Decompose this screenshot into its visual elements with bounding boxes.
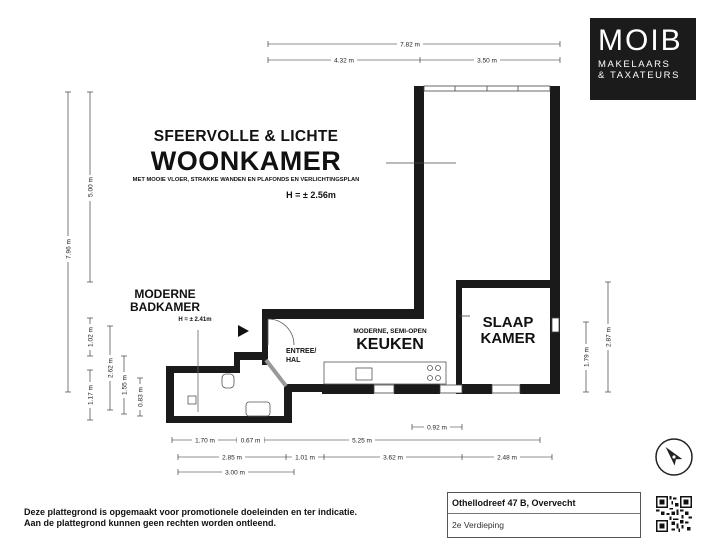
- dim-row2-362: 3.62 m: [383, 454, 403, 462]
- dim-left-500: 5.00 m: [87, 177, 95, 197]
- logo-line1: MAKELAARS: [598, 59, 671, 70]
- dim-top-right: 3.50 m: [477, 57, 497, 65]
- qr-code-icon: [656, 496, 692, 532]
- shower-drain-icon: [188, 396, 196, 404]
- dimension-labels: [63, 39, 613, 477]
- entrance-arrow-icon: [238, 325, 249, 337]
- window-kitchen-1: [374, 385, 394, 393]
- wall-living-west: [414, 86, 424, 317]
- hall-diagonal-wall: [266, 360, 286, 386]
- dim-top-left: 4.32 m: [334, 57, 354, 65]
- living-line1: SFEERVOLLE & LICHTE: [153, 128, 339, 145]
- compass-icon: [653, 436, 695, 478]
- living-line3: MET MOOIE VLOER, STRAKKE WANDEN EN PLAFONDS EN VERLICHTINGSPLAN: [132, 177, 360, 183]
- dim-row2-248: 2.48 m: [497, 454, 517, 462]
- kitchen-line2: KEUKEN: [356, 336, 424, 353]
- toilet-icon: [222, 374, 234, 388]
- disclaimer-line2: Aan de plattegrond kunnen geen rechten worden ontleend.: [24, 518, 277, 528]
- wall-bath-west: [166, 366, 174, 422]
- dim-top-total: 7.82 m: [400, 41, 420, 49]
- window-bedroom: [492, 385, 520, 393]
- bath-height: H = ± 2.41m: [178, 317, 212, 323]
- kitchen-title: [340, 327, 440, 354]
- door-hall: [268, 319, 294, 345]
- dim-row2-101: 1.01 m: [295, 454, 315, 462]
- dim-row1-067: 0.67 m: [240, 437, 261, 445]
- living-height: H = ± 2.56m: [286, 190, 336, 200]
- dim-row3-300: 3.00 m: [225, 469, 245, 477]
- bedroom-line2: KAMER: [480, 330, 536, 347]
- wall-living-south: [262, 309, 424, 319]
- address-box: [447, 492, 641, 538]
- disclaimer: [24, 507, 424, 529]
- kitchen-line1: MODERNE, SEMI-OPEN: [353, 328, 427, 335]
- bathroom-title: [112, 288, 218, 326]
- hall-line2: HAL: [286, 357, 301, 364]
- window-kitchen-2: [440, 385, 462, 393]
- wall-south-2: [394, 384, 440, 394]
- wall-bedroom-west: [456, 280, 462, 394]
- bath-line1: MODERNE: [134, 287, 196, 301]
- wall-south-1: [322, 384, 374, 394]
- dim-row2-285: 2.85 m: [222, 454, 242, 462]
- dim-right-287: 2.87 m: [605, 327, 613, 347]
- dim-row1-525: 5.25 m: [352, 437, 372, 445]
- wall-east: [550, 86, 560, 394]
- kitchen-counter: [324, 362, 446, 384]
- dim-row1-170: 1.70 m: [195, 437, 215, 445]
- bedroom-line1: SLAAP: [482, 314, 534, 331]
- logo-line2: & TAXATEURS: [598, 70, 681, 81]
- logo-main-text: MOIB: [598, 24, 683, 57]
- disclaimer-line1: Deze plattegrond is opgemaakt voor promotionele doeleinden en ter indicatie.: [24, 507, 358, 517]
- wall-bath-south: [166, 416, 290, 423]
- hall-line1: ENTREE/: [286, 348, 317, 355]
- dim-left-262: 2.62 m: [107, 358, 115, 378]
- wall-south-4: [520, 384, 560, 394]
- window-east: [552, 318, 559, 332]
- wall-bath-north: [166, 366, 240, 373]
- bath-line2: BADKAMER: [130, 300, 200, 314]
- wall-bedroom-north: [456, 280, 560, 288]
- address-divider: [448, 513, 640, 514]
- dim-bottom-092: 0.92 m: [427, 424, 447, 432]
- dim-left-155: 1.55 m: [121, 375, 129, 395]
- dim-left-102: 1.02 m: [87, 327, 95, 347]
- living-line2: WOONKAMER: [150, 146, 342, 176]
- dim-left-083: 0.83 m: [137, 387, 145, 407]
- living-room-title: [106, 128, 386, 201]
- dim-right-179: 1.79 m: [583, 347, 591, 367]
- wall-hall-south: [284, 384, 324, 392]
- bedroom-title: [468, 315, 548, 347]
- dim-left-117: 1.17 m: [87, 385, 95, 405]
- wall-south-3: [462, 384, 492, 394]
- address-floor: 2e Verdieping: [452, 520, 504, 530]
- sink-icon: [246, 402, 270, 416]
- dimension-lines: [65, 41, 611, 475]
- company-logo: [590, 18, 696, 100]
- address-street: Othellodreef 47 B, Overvecht: [452, 498, 576, 508]
- dim-left-796: 7.96 m: [65, 239, 73, 259]
- hall-title: [286, 347, 316, 365]
